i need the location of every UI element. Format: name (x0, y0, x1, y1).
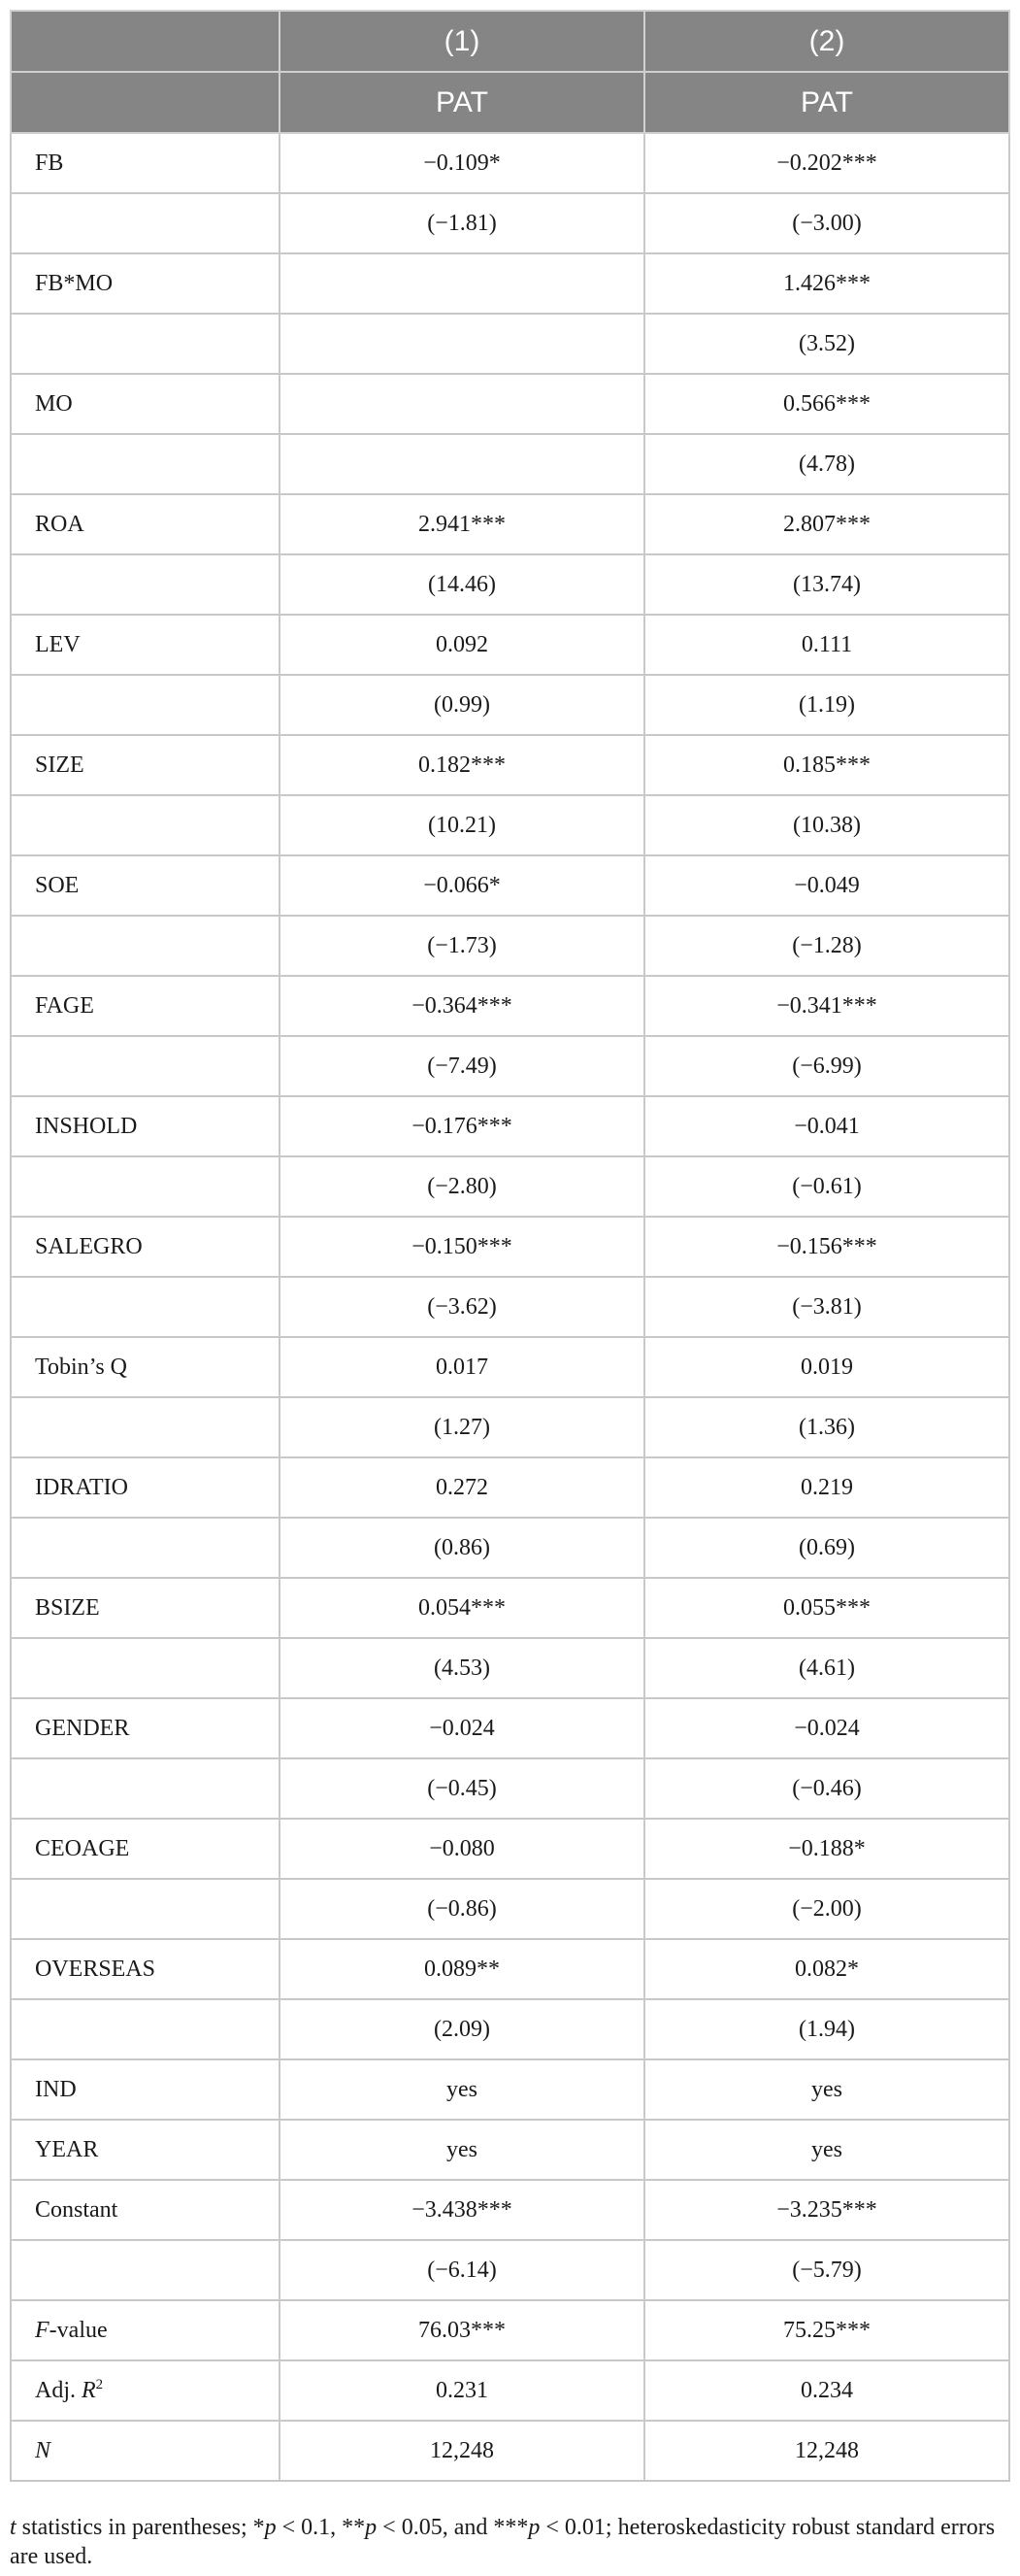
model-2-cell: 12,248 (644, 2421, 1009, 2481)
row-label (11, 2240, 280, 2300)
row-label (11, 1277, 280, 1337)
model-2-cell: −0.041 (644, 1096, 1009, 1156)
model-2-cell: 1.426*** (644, 253, 1009, 314)
r-italic: R (82, 2377, 96, 2403)
row-label: MO (11, 374, 280, 434)
model-1-cell: (−0.45) (280, 1758, 644, 1819)
table-row (11, 976, 1009, 1036)
table-row (11, 193, 1009, 253)
regression-table (10, 10, 1010, 2482)
row-label: CEOAGE (11, 1819, 280, 1879)
row-label (11, 314, 280, 374)
model-1-cell: (−6.14) (280, 2240, 644, 2300)
table-row (11, 1518, 1009, 1578)
table-row (11, 2180, 1009, 2240)
model-2-cell: 0.111 (644, 615, 1009, 675)
model-2-cell: (−6.99) (644, 1036, 1009, 1096)
model-2-cell: −0.156*** (644, 1217, 1009, 1277)
table-row (11, 916, 1009, 976)
model-1-cell: (10.21) (280, 795, 644, 855)
row-label (11, 1518, 280, 1578)
model-2-cell: 0.019 (644, 1337, 1009, 1397)
model-2-cell: (1.94) (644, 1999, 1009, 2059)
model-2-cell: (−0.61) (644, 1156, 1009, 1217)
model-1-cell (280, 314, 644, 374)
table-row (11, 2059, 1009, 2120)
model-2-cell: (4.78) (644, 434, 1009, 494)
model-1-cell: −0.080 (280, 1819, 644, 1879)
header-corner (11, 11, 280, 72)
footnote-text-4: < 0.01; heteroskedasticity robust standard errors are used. (10, 2515, 996, 2569)
model-1-cell: (1.27) (280, 1397, 644, 1457)
table-row (11, 1638, 1009, 1698)
table-row (11, 374, 1009, 434)
footnote-t: t (10, 2515, 16, 2540)
model-1-cell: (−3.62) (280, 1277, 644, 1337)
table-row (11, 1096, 1009, 1156)
row-label: SIZE (11, 735, 280, 795)
model-2-cell: (10.38) (644, 795, 1009, 855)
table-row (11, 1939, 1009, 1999)
row-label (11, 916, 280, 976)
model-2-cell: (−5.79) (644, 2240, 1009, 2300)
model-2-cell: (−2.00) (644, 1879, 1009, 1939)
footnote-p-3: p (528, 2515, 541, 2540)
model-2-cell: 2.807*** (644, 494, 1009, 554)
model-2-cell: 0.055*** (644, 1578, 1009, 1638)
model-1-cell: (4.53) (280, 1638, 644, 1698)
row-label: LEV (11, 615, 280, 675)
table-row (11, 434, 1009, 494)
model-1-cell: −0.176*** (280, 1096, 644, 1156)
table-row (11, 1819, 1009, 1879)
table-row (11, 1758, 1009, 1819)
table-row (11, 1337, 1009, 1397)
model-1-cell: 76.03*** (280, 2300, 644, 2360)
row-label: BSIZE (11, 1578, 280, 1638)
model-2-cell: −0.202*** (644, 133, 1009, 193)
r-superscript: 2 (95, 2376, 104, 2392)
model-2-cell: 0.082* (644, 1939, 1009, 1999)
n-italic: N (35, 2437, 51, 2463)
model-1-cell: 12,248 (280, 2421, 644, 2481)
model-1-cell: 0.092 (280, 615, 644, 675)
row-label (11, 434, 280, 494)
f-label-rest: -value (49, 2317, 108, 2343)
row-label (11, 675, 280, 735)
model-2-cell: −0.049 (644, 855, 1009, 916)
model-2-cell: (1.36) (644, 1397, 1009, 1457)
model-1-cell: (−1.81) (280, 193, 644, 253)
table-row-n (11, 2421, 1009, 2481)
row-label (11, 1999, 280, 2059)
row-label: Tobin’s Q (11, 1337, 280, 1397)
table-row (11, 554, 1009, 615)
row-label (11, 1758, 280, 1819)
row-label (11, 1036, 280, 1096)
row-label: IND (11, 2059, 280, 2120)
model-2-cell: (−1.28) (644, 916, 1009, 976)
adj-label: Adj. (35, 2377, 82, 2403)
model-1-cell: 0.017 (280, 1337, 644, 1397)
model-2-cell: yes (644, 2120, 1009, 2180)
table-row (11, 2120, 1009, 2180)
header-model-2: (2) (644, 11, 1009, 72)
model-1-cell: (14.46) (280, 554, 644, 615)
row-label: SOE (11, 855, 280, 916)
row-label (11, 1397, 280, 1457)
table-row (11, 795, 1009, 855)
table-row (11, 675, 1009, 735)
model-1-cell: 0.089** (280, 1939, 644, 1999)
row-label: Constant (11, 2180, 280, 2240)
table-row (11, 1999, 1009, 2059)
model-1-cell (280, 374, 644, 434)
model-2-cell: (0.69) (644, 1518, 1009, 1578)
table-row (11, 1879, 1009, 1939)
table-row (11, 253, 1009, 314)
model-1-cell: −0.024 (280, 1698, 644, 1758)
model-1-cell: (−0.86) (280, 1879, 644, 1939)
footnote-text-3: < 0.05, and *** (377, 2515, 529, 2540)
row-label (11, 193, 280, 253)
table-row (11, 1397, 1009, 1457)
model-1-cell: −0.364*** (280, 976, 644, 1036)
header-corner-2 (11, 72, 280, 133)
model-1-cell: 0.182*** (280, 735, 644, 795)
row-label (11, 2300, 280, 2360)
model-2-cell: yes (644, 2059, 1009, 2120)
model-1-cell: (2.09) (280, 1999, 644, 2059)
model-2-cell: −0.341*** (644, 976, 1009, 1036)
regression-table-container (10, 10, 1008, 2482)
footnote-p-2: p (365, 2515, 378, 2540)
model-2-cell: 0.234 (644, 2360, 1009, 2421)
f-italic: F (35, 2317, 49, 2343)
model-1-cell (280, 434, 644, 494)
row-label (11, 554, 280, 615)
row-label: OVERSEAS (11, 1939, 280, 1999)
row-label: INSHOLD (11, 1096, 280, 1156)
header-dv-1: PAT (280, 72, 644, 133)
table-row (11, 1156, 1009, 1217)
row-label (11, 1156, 280, 1217)
model-1-cell: 0.054*** (280, 1578, 644, 1638)
model-1-cell: yes (280, 2059, 644, 2120)
model-1-cell: 2.941*** (280, 494, 644, 554)
model-1-cell: (−2.80) (280, 1156, 644, 1217)
table-row (11, 1698, 1009, 1758)
row-label: GENDER (11, 1698, 280, 1758)
row-label: FAGE (11, 976, 280, 1036)
model-2-cell: 0.566*** (644, 374, 1009, 434)
header-dv-2: PAT (644, 72, 1009, 133)
header-row-model-numbers (11, 11, 1009, 72)
model-2-cell: (−0.46) (644, 1758, 1009, 1819)
model-1-cell: −3.438*** (280, 2180, 644, 2240)
table-row (11, 1217, 1009, 1277)
model-1-cell: (−1.73) (280, 916, 644, 976)
row-label: FB*MO (11, 253, 280, 314)
table-row (11, 855, 1009, 916)
table-row (11, 735, 1009, 795)
row-label: YEAR (11, 2120, 280, 2180)
model-1-cell: 0.231 (280, 2360, 644, 2421)
model-2-cell: −0.024 (644, 1698, 1009, 1758)
model-1-cell: (0.86) (280, 1518, 644, 1578)
table-row (11, 314, 1009, 374)
model-2-cell: −0.188* (644, 1819, 1009, 1879)
model-2-cell: (4.61) (644, 1638, 1009, 1698)
model-2-cell: 0.185*** (644, 735, 1009, 795)
footnote-text-1: statistics in parentheses; * (16, 2515, 265, 2540)
table-row-adj-r2 (11, 2360, 1009, 2421)
table-row (11, 615, 1009, 675)
model-1-cell: (0.99) (280, 675, 644, 735)
model-2-cell: 75.25*** (644, 2300, 1009, 2360)
row-label (11, 1879, 280, 1939)
model-1-cell: yes (280, 2120, 644, 2180)
model-2-cell: (1.19) (644, 675, 1009, 735)
row-label (11, 795, 280, 855)
model-2-cell: 0.219 (644, 1457, 1009, 1518)
row-label (11, 2421, 280, 2481)
header-model-1: (1) (280, 11, 644, 72)
table-row (11, 1036, 1009, 1096)
row-label: IDRATIO (11, 1457, 280, 1518)
row-label: SALEGRO (11, 1217, 280, 1277)
model-1-cell: −0.109* (280, 133, 644, 193)
row-label (11, 2360, 280, 2421)
table-footnote (10, 2513, 1014, 2571)
model-2-cell: (3.52) (644, 314, 1009, 374)
footnote-text-2: < 0.1, ** (276, 2515, 366, 2540)
model-2-cell: (−3.81) (644, 1277, 1009, 1337)
model-1-cell: −0.066* (280, 855, 644, 916)
model-1-cell: (−7.49) (280, 1036, 644, 1096)
table-row (11, 1457, 1009, 1518)
table-row (11, 2240, 1009, 2300)
model-2-cell: (13.74) (644, 554, 1009, 615)
table-row (11, 133, 1009, 193)
model-2-cell: (−3.00) (644, 193, 1009, 253)
footnote-p-1: p (264, 2515, 277, 2540)
row-label: FB (11, 133, 280, 193)
row-label: ROA (11, 494, 280, 554)
table-row (11, 1578, 1009, 1638)
model-2-cell: −3.235*** (644, 2180, 1009, 2240)
table-row (11, 494, 1009, 554)
header-row-dependent-variable (11, 72, 1009, 133)
table-row-f-value (11, 2300, 1009, 2360)
model-1-cell: 0.272 (280, 1457, 644, 1518)
model-1-cell (280, 253, 644, 314)
model-1-cell: −0.150*** (280, 1217, 644, 1277)
table-row (11, 1277, 1009, 1337)
row-label (11, 1638, 280, 1698)
